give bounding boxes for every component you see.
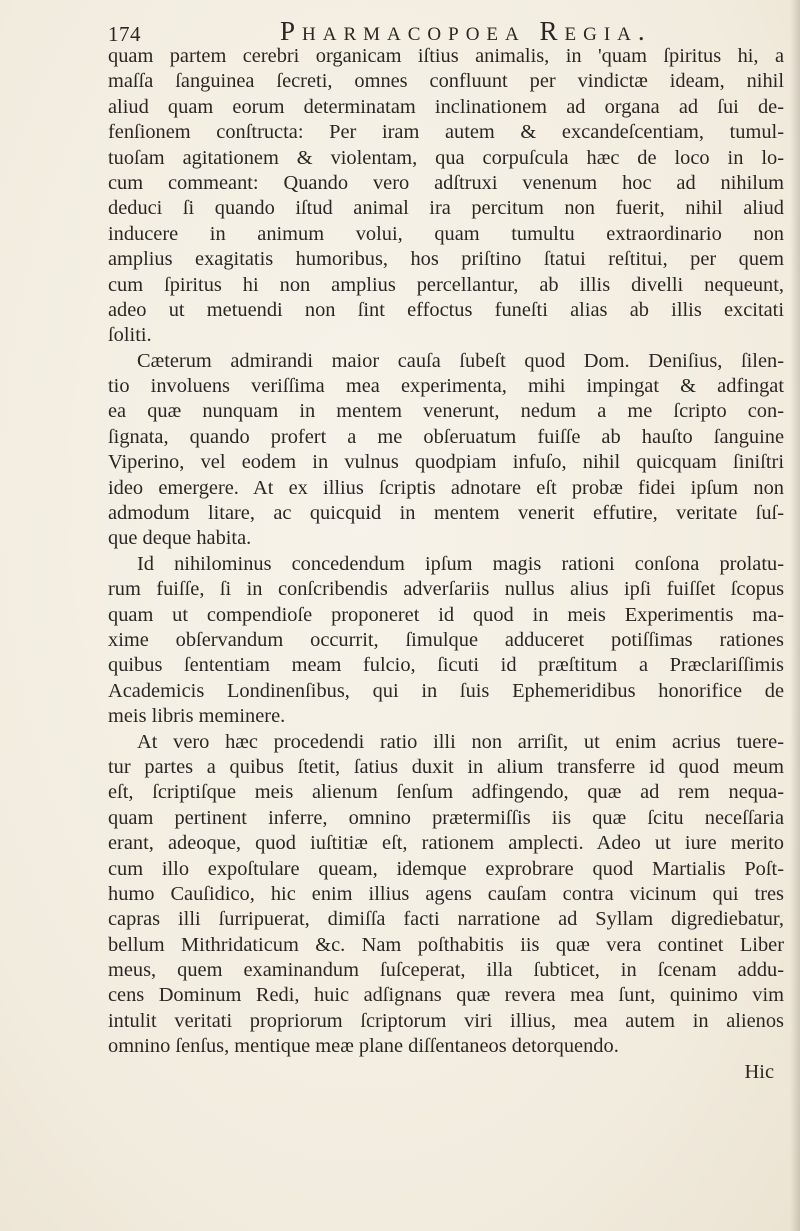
- text-line: meus, quem examinandum ſuſceperat, illa ſubticet, in ſcenam addu-: [108, 959, 784, 982]
- text-line: que deque habita.: [108, 527, 252, 550]
- text-line: meis libris meminere.: [108, 705, 286, 728]
- page-edge-shadow: [790, 0, 800, 1231]
- text-line: rum fuiſſe, ſi in conſcribendis adverſariis nullus alius ipſi fuiſſet ſcopus: [108, 578, 784, 601]
- paragraph-2: [108, 349, 784, 552]
- text-line: aliud quam eorum determinatam inclinationem ad organa ad ſui de-: [108, 95, 784, 118]
- body-text: [108, 44, 784, 1085]
- text-line: omnino ſenſus, mentique meæ plane diſſentaneos detorquendo.: [108, 1035, 619, 1058]
- paragraph-1: [108, 44, 784, 349]
- catchword: Hic: [744, 1060, 774, 1083]
- text-line: quam ut compendioſe proponeret id quod in meis Experimentis ma-: [108, 603, 784, 626]
- text-line: fenſionem conſtructa: Per iram autem & excandeſcentiam, tumul-: [108, 121, 784, 144]
- running-head: Pharmacopoea Regia.: [280, 16, 652, 46]
- text-line: cum ſpiritus hi non amplius percellantur, ab illis divelli nequeunt,: [108, 273, 784, 296]
- text-line: capras illi ſurripuerat, dimiſſa facti narratione ad Syllam digrediebatur,: [108, 908, 784, 931]
- text-line: quam partem cerebri organicam iſtius animalis, in 'quam ſpiritus hi, a: [108, 45, 784, 67]
- text-line: ea quæ nunquam in mentem venerunt, nedum a me ſcripto con-: [108, 400, 784, 423]
- text-line: tuoſam agitationem & violentam, qua corpuſcula hæc de loco in lo-: [108, 146, 784, 169]
- text-line: Cæterum admirandi maior cauſa ſubeſt quod Dom. Deniſius, ſilen-: [137, 349, 784, 372]
- text-line: admodum litare, ac quicquid in mentem venerit effutire, veritate ſuſ-: [108, 502, 784, 525]
- paragraph-4: [108, 730, 784, 1060]
- text-line: Id nihilominus concedendum ipſum magis rationi conſona prolatu-: [137, 552, 784, 575]
- text-line: erant, adeoque, quod iuſtitiæ eſt, rationem amplecti. Adeo ut iure merito: [108, 832, 784, 855]
- text-line: inducere in animum volui, quam tumultu extraordinario non: [108, 222, 784, 245]
- text-line: Academicis Londinenſibus, qui in ſuis Ephemeridibus honorifice de: [108, 679, 784, 702]
- text-line: At vero hæc procedendi ratio illi non arriſit, ut enim acrius tuere-: [137, 730, 784, 753]
- text-line: ſoliti.: [108, 324, 152, 347]
- text-line: maſſa ſanguinea ſecreti, omnes confluunt per vindictæ ideam, nihil: [108, 70, 784, 93]
- text-line: eſt, ſcriptiſque meis alienum ſenſum adfingendo, quæ ad rem nequa-: [108, 781, 784, 804]
- text-line: cum illo expoſtulare queam, idemque exprobrare quod Martialis Poſt-: [108, 857, 784, 880]
- text-line: quam pertinent inferre, omnino prætermiſſis iis quæ ſcitu neceſſaria: [108, 806, 784, 829]
- text-line: Viperino, vel eodem in vulnus quodpiam infuſo, nihil quicquam ſiniſtri: [108, 451, 784, 474]
- text-line: tur partes a quibus ſtetit, ſatius duxit in alium transferre id quod meum: [108, 755, 784, 778]
- text-line: amplius exagitatis humoribus, hos priſtino ſtatui reſtitui, per quem: [108, 248, 784, 271]
- text-line: quibus ſententiam meam fulcio, ſicuti id præſtitum a Præclariſſimis: [108, 654, 784, 677]
- text-line: cum commeant: Quando vero adſtruxi venenum hoc ad nihilum: [108, 171, 784, 194]
- text-line: xime obſervandum occurrit, ſimulque adduceret potiſſimas rationes: [108, 628, 784, 651]
- paragraph-3: [108, 552, 784, 730]
- text-line: bellum Mithridaticum &c. Nam poſthabitis iis quæ vera continet Liber: [108, 933, 784, 956]
- page-number: 174: [108, 22, 141, 46]
- text-line: humo Cauſidico, hic enim illius agens cauſam contra vicinum qui tres: [108, 882, 784, 905]
- text-line: deduci ſi quando iſtud animal ira percitum non fuerit, nihil aliud: [108, 197, 784, 220]
- text-line: tio involuens veriſſima mea experimenta, mihi impingat & adfingat: [108, 375, 784, 398]
- text-line: ſignata, quando profert a me obſeruatum fuiſſe ab hauſto ſanguine: [108, 425, 784, 448]
- text-line: intulit veritati propriorum ſcriptorum viri illius, mea autem in alienos: [108, 1009, 784, 1032]
- text-line: cens Dominum Redi, huic adſignans quæ revera mea ſunt, quinimo vim: [108, 984, 784, 1007]
- text-line: adeo ut metuendi non ſint effoctus funeſti alias ab illis excitati: [108, 298, 784, 321]
- text-line: ideo emergere. At ex illius ſcriptis adnotare eſt probæ fidei ipſum non: [108, 476, 784, 499]
